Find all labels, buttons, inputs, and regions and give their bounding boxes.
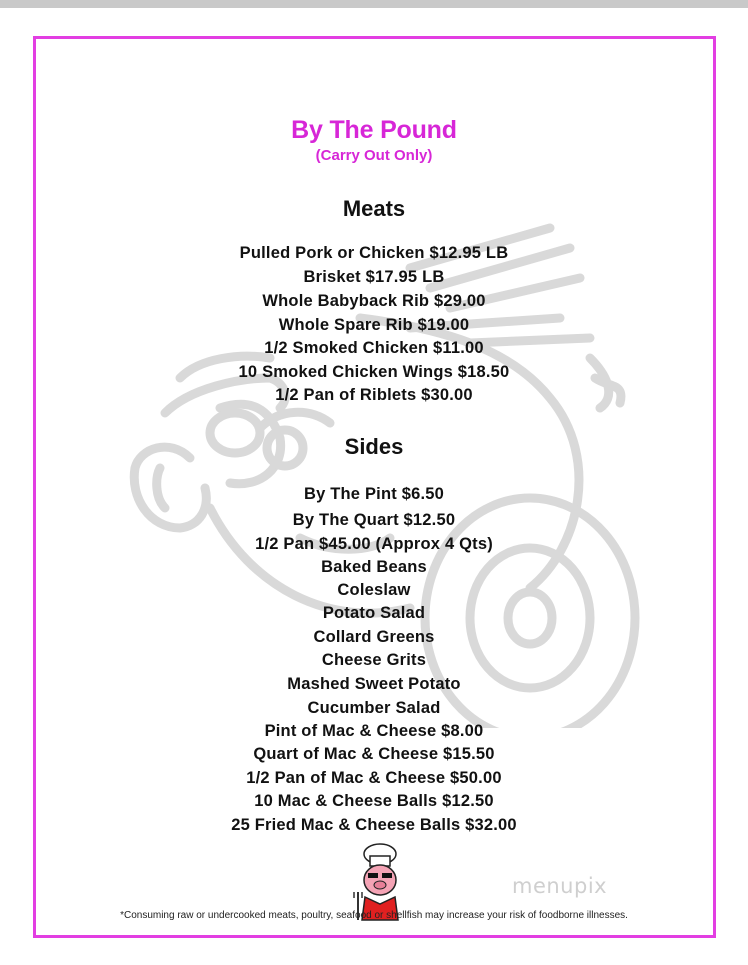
sides-heading: Sides [344,434,404,459]
side-item: By The Pint $6.50 [303,485,445,503]
side-item: 25 Fried Mac & Cheese Balls $32.00 [231,816,517,834]
meat-item: 1/2 Pan of Riblets $30.00 [275,386,473,404]
side-item: 10 Mac & Cheese Balls $12.50 [254,792,494,810]
meat-item: Brisket $17.95 LB [303,268,445,286]
menu-subtitle: (Carry Out Only) [315,147,433,164]
side-item: Coleslaw [337,581,411,599]
side-item: Collard Greens [313,628,435,646]
side-item: Potato Salad [322,604,426,622]
food-safety-disclaimer: *Consuming raw or undercooked meats, poultry, seafood or shellfish may increase your risk of foodborne illnesses. [120,910,628,921]
meats-heading: Meats [342,196,406,221]
meat-item: 1/2 Smoked Chicken $11.00 [264,339,484,357]
side-item: Baked Beans [321,558,427,576]
side-item: Cheese Grits [321,651,427,669]
meat-item: 10 Smoked Chicken Wings $18.50 [238,363,510,381]
side-item: 1/2 Pan $45.00 (Approx 4 Qts) [255,535,493,553]
meat-item: Pulled Pork or Chicken $12.95 LB [239,244,509,262]
side-item: Pint of Mac & Cheese $8.00 [264,722,484,740]
meat-item: Whole Babyback Rib $29.00 [262,292,486,310]
menupix-watermark: menupix [512,874,608,898]
side-item: Cucumber Salad [307,699,441,717]
side-item: Mashed Sweet Potato [287,675,461,693]
meat-item: Whole Spare Rib $19.00 [278,316,470,334]
menu-title: By The Pound [291,116,457,144]
side-item: Quart of Mac & Cheese $15.50 [253,745,495,763]
side-item: By The Quart $12.50 [292,511,456,529]
side-item: 1/2 Pan of Mac & Cheese $50.00 [246,769,502,787]
